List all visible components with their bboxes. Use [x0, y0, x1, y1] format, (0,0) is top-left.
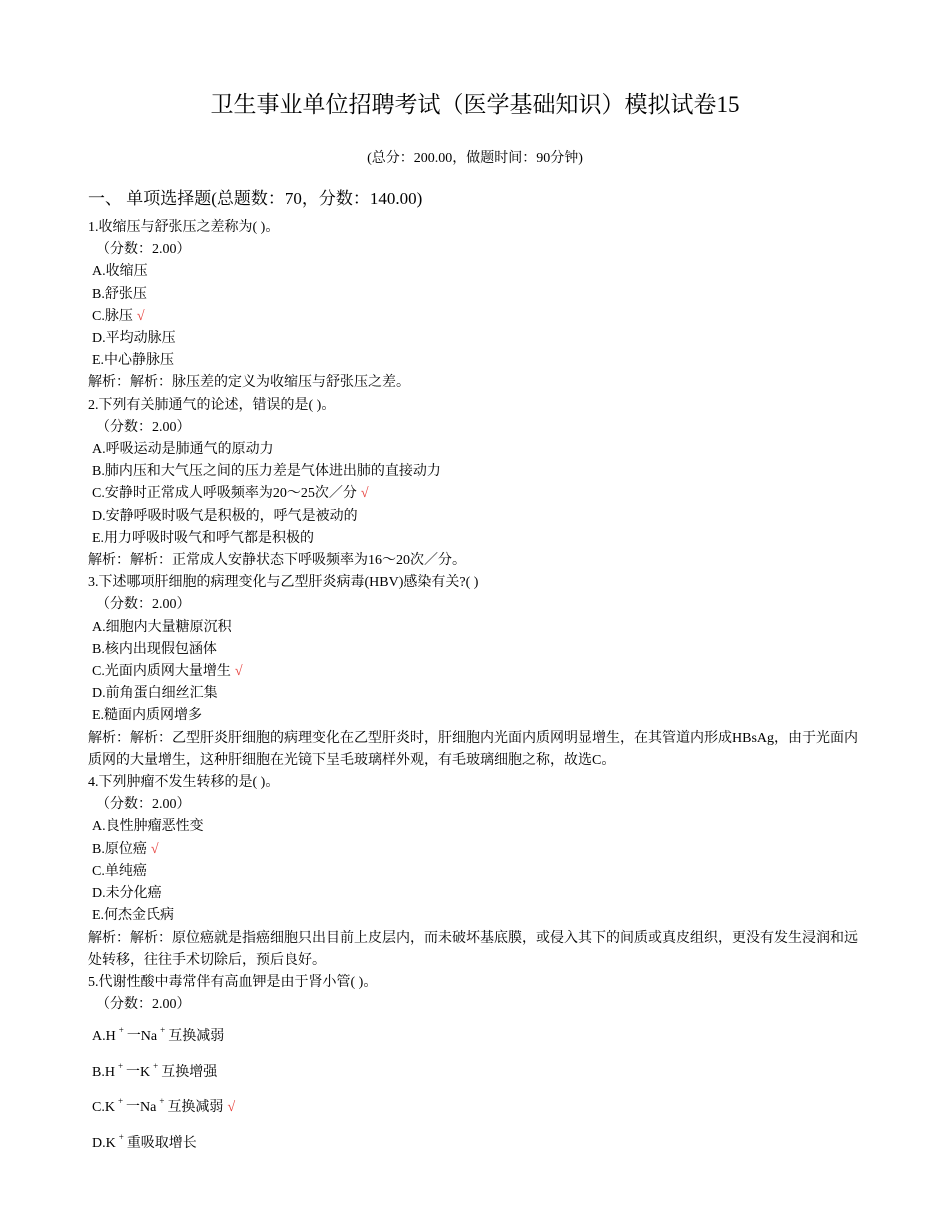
option-text: A.H [92, 1029, 116, 1045]
option-e [88, 705, 863, 727]
question-5 [88, 972, 863, 1158]
option-text: C.脉压 [92, 308, 133, 324]
option-text: 一K [126, 1064, 151, 1080]
option-text: D.平均动脉压 [92, 331, 176, 347]
correct-check-icon: √ [234, 664, 243, 680]
option-text: E.用力呼吸时吸气和呼气都是积极的 [92, 530, 315, 546]
option-d [88, 328, 863, 350]
option-text: 重吸取增长 [126, 1135, 197, 1151]
option-e [88, 905, 863, 927]
question-score: （分数：2.00） [96, 997, 191, 1013]
exam-meta: (总分：200.00，做题时间：90分钟) [367, 151, 583, 166]
superscript-plus: + [117, 1096, 124, 1107]
question-stem: 3.下述哪项肝细胞的病理变化与乙型肝炎病毒(HBV)感染有关?( ) [88, 575, 479, 591]
option-a [88, 261, 863, 283]
option-a [88, 617, 863, 639]
option-e [88, 350, 863, 372]
option-text: E.糙面内质网增多 [92, 708, 203, 724]
option-a [88, 1016, 863, 1052]
option-a [88, 816, 863, 838]
option-text: B.肺内压和大气压之间的压力差是气体进出肺的直接动力 [92, 464, 441, 480]
correct-check-icon: √ [150, 841, 159, 857]
option-text: E.中心静脉压 [92, 353, 175, 369]
option-text: A.细胞内大量糖原沉积 [92, 619, 232, 635]
option-text: 互换增强 [161, 1064, 218, 1080]
option-text: 一Na [126, 1100, 157, 1116]
question-1 [88, 217, 863, 395]
page-title: 卫生事业单位招聘考试（医学基础知识）模拟试卷15 [210, 92, 740, 117]
option-d [88, 506, 863, 528]
option-text: A.良性肿瘤恶性变 [92, 819, 204, 835]
question-score: （分数：2.00） [96, 797, 191, 813]
option-c [88, 661, 863, 683]
option-e [88, 528, 863, 550]
correct-check-icon: √ [136, 308, 145, 324]
option-d [88, 883, 863, 905]
option-b [88, 1052, 863, 1088]
question-list [88, 217, 863, 1158]
option-text: C.单纯癌 [92, 863, 147, 879]
correct-check-icon: √ [227, 1100, 236, 1116]
option-d [88, 683, 863, 705]
question-stem: 2.下列有关肺通气的论述，错误的是( )。 [88, 397, 336, 413]
question-stem: 4.下列肿瘤不发生转移的是( )。 [88, 775, 280, 791]
option-text: 互换减弱 [168, 1029, 225, 1045]
option-text: D.未分化癌 [92, 886, 162, 902]
option-a [88, 439, 863, 461]
option-text: A.呼吸运动是肺通气的原动力 [92, 442, 274, 458]
option-text: B.舒张压 [92, 286, 147, 302]
option-b [88, 461, 863, 483]
correct-check-icon: √ [360, 486, 369, 502]
option-text: B.H [92, 1064, 115, 1080]
question-explanation: 解析：解析：正常成人安静状态下呼吸频率为16～20次／分。 [88, 553, 466, 569]
option-text: 互换减弱 [167, 1100, 224, 1116]
question-stem: 1.收缩压与舒张压之差称为( )。 [88, 220, 280, 235]
option-d [88, 1123, 863, 1159]
option-c [88, 306, 863, 328]
option-text: D.前角蛋白细丝汇集 [92, 686, 218, 702]
option-b [88, 839, 863, 861]
question-stem: 5.代谢性酸中毒常伴有高血钾是由于肾小管( )。 [88, 974, 378, 990]
question-score: （分数：2.00） [96, 597, 191, 613]
option-text: C.光面内质网大量增生 [92, 664, 231, 680]
option-text: E.何杰金氏病 [92, 908, 175, 924]
superscript-plus: + [118, 1025, 124, 1036]
superscript-plus: + [118, 1131, 124, 1142]
section-heading: 一、 单项选择题(总题数：70，分数：140.00) [88, 189, 423, 208]
question-explanation: 解析：解析：原位癌就是指癌细胞只出目前上皮层内，而未破坏基底膜，或侵入其下的间质或真皮组织，更没有发生浸润和远处转移，往往手术切除后，预后良好。 [88, 930, 858, 968]
superscript-plus: + [160, 1025, 166, 1036]
option-text: A.收缩压 [92, 264, 148, 280]
question-explanation: 解析：解析：脉压差的定义为收缩压与舒张压之差。 [88, 375, 410, 391]
superscript-plus: + [159, 1096, 165, 1107]
superscript-plus: + [153, 1060, 159, 1071]
question-score: （分数：2.00） [96, 242, 191, 258]
option-text: 一Na [126, 1029, 158, 1045]
option-text: D.K [92, 1135, 116, 1151]
option-text: C.安静时正常成人呼吸频率为20～25次／分 [92, 486, 357, 502]
question-explanation: 解析：解析：乙型肝炎肝细胞的病理变化在乙型肝炎时，肝细胞内光面内质网明显增生，在其管道内形成HBsAg，由于光面内质网的大量增生，这种肝细胞在光镜下呈毛玻璃样外观，有毛玻璃细胞之称，故选C。 [88, 730, 859, 768]
option-c [88, 861, 863, 883]
option-b [88, 284, 863, 306]
option-text: C.K [92, 1100, 115, 1116]
option-text: B.核内出现假包涵体 [92, 641, 217, 657]
option-text: B.原位癌 [92, 841, 147, 857]
question-score: （分数：2.00） [96, 419, 191, 435]
option-c [88, 1087, 863, 1123]
question-2 [88, 395, 863, 573]
superscript-plus: + [117, 1060, 124, 1071]
question-4 [88, 772, 863, 972]
option-c [88, 483, 863, 505]
question-3 [88, 572, 863, 772]
option-text: D.安静呼吸时吸气是积极的，呼气是被动的 [92, 508, 358, 524]
option-b [88, 639, 863, 661]
